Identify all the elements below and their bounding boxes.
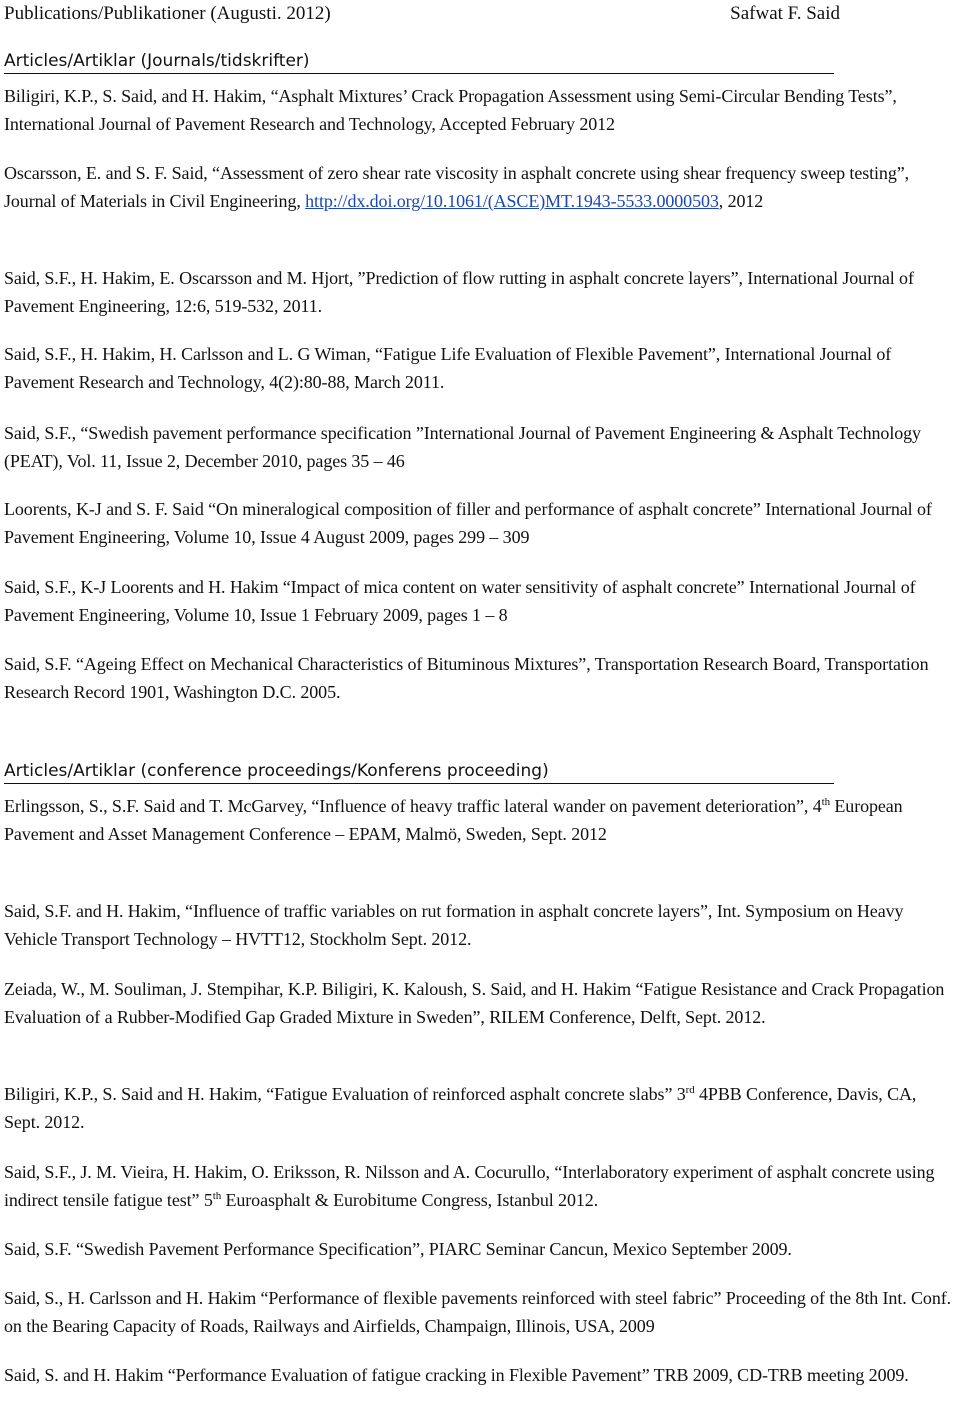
journal-entry: Said, S.F., H. Hakim, H. Carlsson and L. G Wiman, “Fatigue Life Evaluation of Flexible Pavement”, International Journal of Pavement Research and Technology, 4(2):80-88, March 2011. bbox=[4, 344, 892, 392]
ordinal-suffix: th bbox=[212, 1190, 222, 1202]
entry-text: Said, S.F., J. M. Vieira, H. Hakim, O. Eriksson, R. Nilsson and A. Cocurullo, “Interlaboratory experiment of asphalt concrete using indirect tensile fatigue test” 5 bbox=[4, 1162, 935, 1210]
journal-entry bbox=[4, 159, 956, 215]
conference-entry: Said, S., H. Carlsson and H. Hakim “Performance of flexible pavements reinforced with steel fabric” Proceeding of the 8th Int. Conf. on the Bearing Capacity of Roads, Railways and Airfields, Champaign, Illinois, USA, 2009 bbox=[4, 1288, 952, 1336]
conference-entry: Said, S.F. and H. Hakim, “Influence of traffic variables on rut formation in asphalt concrete layers”, Int. Symposium on Heavy Vehicle Transport Technology – HVTT12, Stockholm Sept. 2012. bbox=[4, 901, 904, 949]
journal-entry: Said, S.F., “Swedish pavement performance specification ”International Journal of Pavement Engineering & Asphalt Technology (PEAT), Vol. 11, Issue 2, December 2010, pages 35 – 46 bbox=[4, 423, 921, 471]
conference-entry bbox=[4, 1158, 956, 1214]
entry-text: Erlingsson, S., S.F. Said and T. McGarvey, “Influence of heavy traffic lateral wander on pavement deterioration”, 4 bbox=[4, 796, 822, 816]
header-title: Publications/Publikationer (Augusti. 2012) bbox=[4, 3, 331, 24]
conference-entry bbox=[4, 792, 956, 848]
entry-text-after: European Pavement and Asset Management Conference – EPAM, Malmö, Sweden, Sept. 2012 bbox=[4, 796, 903, 844]
journal-entry: Said, S.F. “Ageing Effect on Mechanical Characteristics of Bituminous Mixtures”, Transportation Research Board, Transportation Research Record 1901, Washington D.C. 2005. bbox=[4, 654, 929, 702]
journal-entry: Biligiri, K.P., S. Said, and H. Hakim, “Asphalt Mixtures’ Crack Propagation Assessment using Semi-Circular Bending Tests”, International Journal of Pavement Research and Technology, Accepted February 2012 bbox=[4, 86, 897, 134]
header-author: Safwat F. Said bbox=[730, 3, 840, 24]
entry-text: Biligiri, K.P., S. Said and H. Hakim, “Fatigue Evaluation of reinforced asphalt concrete slabs” 3 bbox=[4, 1084, 686, 1104]
section-title-conferences: Articles/Artiklar (conference proceedings/Konferens proceeding) bbox=[4, 760, 834, 784]
doi-link[interactable]: http://dx.doi.org/10.1061/(ASCE)MT.1943-5533.0000503 bbox=[305, 191, 719, 211]
entry-text-after: , 2012 bbox=[718, 191, 764, 211]
entry-text: Oscarsson, E. and S. F. Said, “Assessment of zero shear rate viscosity in asphalt concrete using shear frequency sweep testing”, Journal of Materials in Civil Engineering, bbox=[4, 163, 910, 211]
conference-entry: Said, S.F. “Swedish Pavement Performance Specification”, PIARC Seminar Cancun, Mexico September 2009. bbox=[4, 1239, 792, 1259]
conference-entry: Zeiada, W., M. Souliman, J. Stempihar, K.P. Biligiri, K. Kaloush, S. Said, and H. Hakim “Fatigue Resistance and Crack Propagation Evaluation of a Rubber-Modified Gap Graded Mixture in Sweden”, RILEM Conference, Delft, Sept. 2012. bbox=[4, 979, 945, 1027]
journal-entry: Loorents, K-J and S. F. Said “On mineralogical composition of filler and performance of asphalt concrete” International Journal of Pavement Engineering, Volume 10, Issue 4 August 2009, pages 299 – 309 bbox=[4, 499, 932, 547]
entry-text-after: Euroasphalt & Eurobitume Congress, Istanbul 2012. bbox=[221, 1190, 599, 1210]
conference-entry bbox=[4, 1080, 956, 1136]
conference-entry: Said, S. and H. Hakim “Performance Evaluation of fatigue cracking in Flexible Pavement” TRB 2009, CD-TRB meeting 2009. bbox=[4, 1365, 909, 1385]
ordinal-suffix: rd bbox=[685, 1084, 695, 1096]
section-title-journals: Articles/Artiklar (Journals/tidskrifter) bbox=[4, 50, 834, 74]
entry-text-after: 4PBB Conference, Davis, CA, Sept. 2012. bbox=[4, 1084, 917, 1132]
journal-entry: Said, S.F., H. Hakim, E. Oscarsson and M. Hjort, ”Prediction of flow rutting in asphalt concrete layers”, International Journal of Pavement Engineering, 12:6, 519-532, 2011. bbox=[4, 268, 914, 316]
ordinal-suffix: th bbox=[821, 796, 830, 808]
journal-entry: Said, S.F., K-J Loorents and H. Hakim “Impact of mica content on water sensitivity of asphalt concrete” International Journal of Pavement Engineering, Volume 10, Issue 1 February 2009, pages 1 – 8 bbox=[4, 577, 916, 625]
